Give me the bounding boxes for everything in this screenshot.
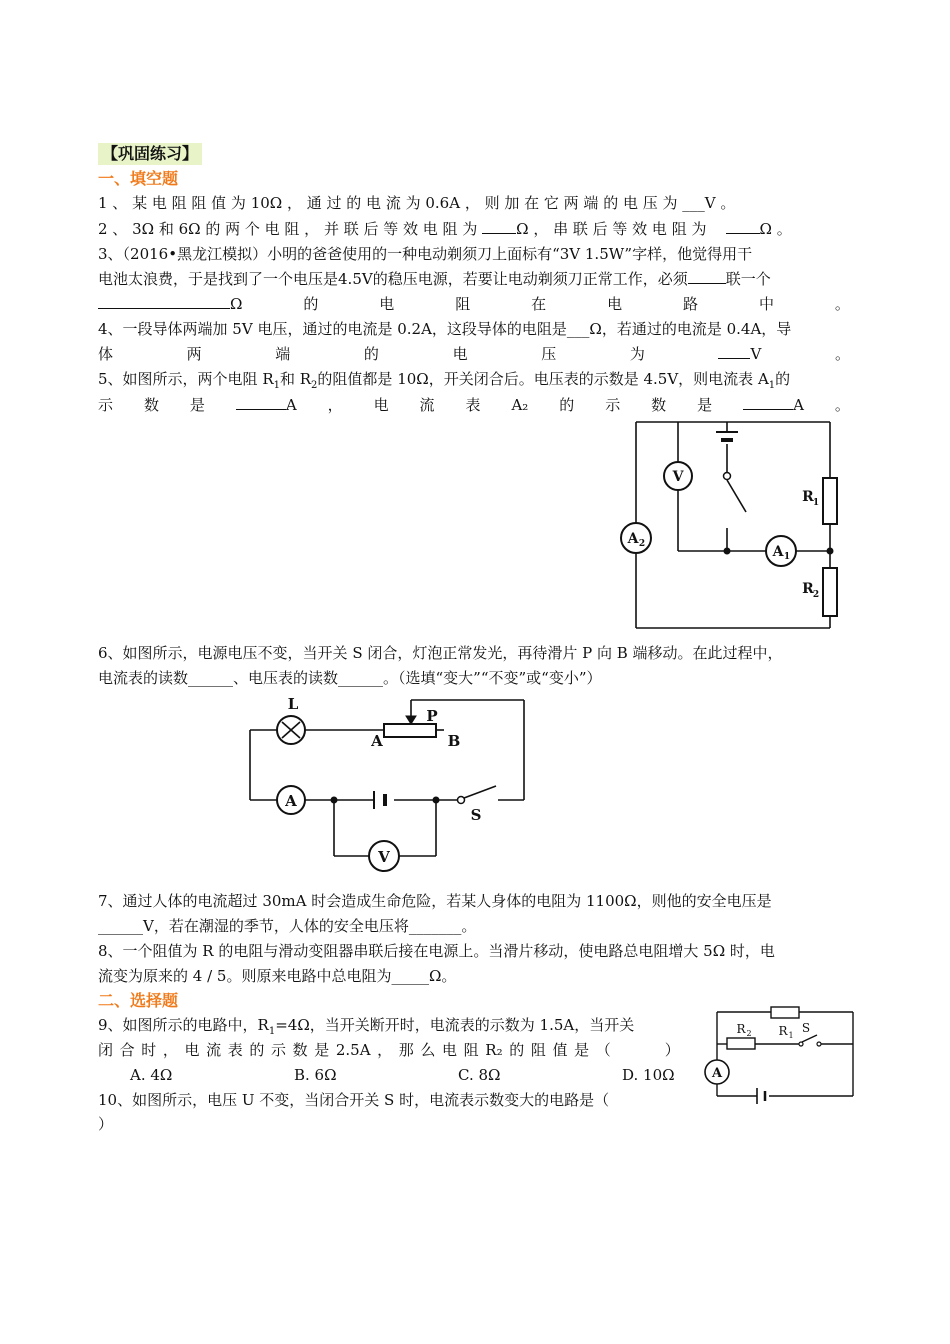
q5-text: 的 bbox=[775, 370, 791, 388]
q9-word: 是 bbox=[574, 1041, 590, 1059]
q4-word: 压 bbox=[541, 345, 557, 363]
switch-label: S bbox=[801, 1021, 811, 1035]
question-8-line-2: 流变为原来的 4 / 5。则原来电路中总电阻为_____Ω。 bbox=[98, 967, 457, 985]
q5-word: ， bbox=[327, 396, 343, 414]
q9-word: 示 bbox=[271, 1041, 287, 1059]
q5-blank-group-1 bbox=[236, 395, 297, 415]
q5-word: 。 bbox=[834, 396, 850, 414]
q3-word: Ω bbox=[230, 295, 243, 313]
q5-word: A bbox=[285, 396, 297, 414]
q3-word: 电 bbox=[379, 295, 395, 313]
q9-word: 流 bbox=[206, 1041, 222, 1059]
q2-text: 2 、 3Ω 和 6Ω 的 两 个 电 阻 ， 并 联 后 等 效 电 阻 为 bbox=[98, 220, 483, 238]
question-3-line-2 bbox=[98, 269, 771, 289]
question-4-line-2 bbox=[98, 344, 850, 364]
q3-word: 在 bbox=[531, 295, 547, 313]
q4-word: 体 bbox=[98, 345, 114, 363]
q3-word: 。 bbox=[834, 295, 850, 313]
q5-word: 表 bbox=[465, 396, 481, 414]
q9-paren-group bbox=[596, 1040, 680, 1060]
resistor-r1-label: R bbox=[802, 489, 814, 505]
option-b[interactable]: B. 6Ω bbox=[294, 1066, 337, 1084]
q1-blank: ___ bbox=[682, 194, 705, 212]
question-9-line-1 bbox=[98, 1015, 634, 1042]
q9-word: 那 bbox=[398, 1041, 414, 1059]
q4-blank bbox=[718, 344, 750, 359]
q9-word: 是 bbox=[314, 1041, 330, 1059]
question-5-line-1 bbox=[98, 369, 790, 396]
q9-word: ， bbox=[162, 1041, 178, 1059]
q5-text: 和 R bbox=[279, 370, 312, 388]
voltmeter-label: V bbox=[672, 469, 684, 485]
resistor-r1-label: R bbox=[778, 1024, 788, 1038]
q5-word: 数 bbox=[651, 396, 667, 414]
q5-sub: 1 bbox=[273, 380, 280, 391]
q4-word: 为 bbox=[629, 345, 645, 363]
q5-blank-group-2 bbox=[743, 395, 804, 415]
q5-word: 是 bbox=[697, 396, 713, 414]
q9-word: 电 bbox=[442, 1041, 458, 1059]
circuit-diagram-q6 bbox=[246, 694, 546, 864]
q9-word: 闭 bbox=[98, 1041, 114, 1059]
q4-word: V bbox=[750, 345, 762, 363]
q3-text: 电池太浪费，于是找到了一个电压是4.5V的稳压电源，若要让电动剃须刀正常工作，必须 bbox=[98, 270, 688, 288]
section-fill-blank-title: 一、填空题 bbox=[98, 169, 179, 188]
resistor-r1-sub: 1 bbox=[788, 1031, 794, 1040]
question-6-line-2: 电流表的读数______、电压表的读数______。（选填“变大”“不变”或“变小”） bbox=[98, 669, 602, 687]
q5-blank-1 bbox=[236, 395, 286, 410]
voltmeter-label: V bbox=[378, 848, 390, 866]
q9-word: ） bbox=[664, 1041, 680, 1059]
question-2 bbox=[98, 219, 792, 239]
q5-word: A₂ bbox=[511, 396, 529, 414]
question-3-line-3 bbox=[98, 294, 850, 314]
ammeter-label: A bbox=[285, 792, 297, 810]
q4-word: 的 bbox=[363, 345, 379, 363]
q4-word: 端 bbox=[275, 345, 291, 363]
q5-sub: 1 bbox=[768, 380, 776, 391]
q4-word: 。 bbox=[834, 345, 850, 363]
q9-word: ， bbox=[377, 1041, 393, 1059]
q9-word: R₂ bbox=[485, 1041, 503, 1059]
q4-blank-group bbox=[718, 344, 761, 364]
question-10-line-2: ） bbox=[98, 1115, 114, 1133]
ammeter-a2-label: A bbox=[627, 531, 639, 547]
q5-word: 电 bbox=[373, 396, 389, 414]
q5-text: 的阻值都是 10Ω，开关闭合后。电压表的示数是 4.5V，则电流表 A bbox=[317, 370, 769, 388]
q9-word: （ bbox=[595, 1041, 611, 1059]
q9-sub: 1 bbox=[268, 1026, 276, 1037]
q2-blank-1 bbox=[482, 219, 516, 234]
lamp-label: L bbox=[287, 695, 299, 713]
question-8-line-1: 8、一个阻值为 R 的电阻与滑动变阻器串联后接在电源上。当滑片移动，使电路总电阻增大 5Ω 时，电 bbox=[98, 942, 775, 960]
q5-sub: 2 bbox=[311, 380, 318, 391]
resistor-r2-label: R bbox=[802, 581, 814, 597]
section-choice-title: 二、选择题 bbox=[98, 991, 179, 1010]
q3-word: 阻 bbox=[455, 295, 471, 313]
question-6-line-1: 6、如图所示，电源电压不变，当开关 S 闭合，灯泡正常发光，再待滑片 P 向 B 端移动。在此过程中， bbox=[98, 644, 783, 662]
q1-unit: V 。 bbox=[704, 194, 736, 212]
ammeter-a1-sub: 1 bbox=[783, 552, 791, 562]
q2-text-3: Ω 。 bbox=[759, 220, 792, 238]
resistor-r2-sub: 2 bbox=[812, 590, 820, 600]
resistor-r1-sub: 1 bbox=[812, 498, 820, 508]
circuit-diagram-q9 bbox=[703, 1004, 853, 1100]
q9-word: 值 bbox=[552, 1041, 568, 1059]
q5-word: 的 bbox=[559, 396, 575, 414]
q5-word: 示 bbox=[98, 396, 114, 414]
circuit-diagram-q5 bbox=[627, 418, 846, 630]
q9-word: 么 bbox=[420, 1041, 436, 1059]
question-1 bbox=[98, 193, 735, 213]
q3-blank-group bbox=[98, 294, 242, 314]
q5-blank-2 bbox=[743, 395, 793, 410]
q3-word: 中 bbox=[758, 295, 774, 313]
q2-blank-2 bbox=[726, 219, 760, 234]
q5-word: 数 bbox=[143, 396, 159, 414]
q1-text: 1 、 某 电 阻 阻 值 为 10Ω ， 通 过 的 电 流 为 0.6A ， 则 加 在 它 两 端 的 电 压 为 bbox=[98, 194, 683, 212]
q5-word: 是 bbox=[189, 396, 205, 414]
q3-word: 电 bbox=[607, 295, 623, 313]
resistor-r2-label: R bbox=[736, 1022, 746, 1036]
ammeter-a2-sub: 2 bbox=[638, 539, 646, 549]
q3-word: 路 bbox=[683, 295, 699, 313]
q5-word: A bbox=[793, 396, 804, 414]
option-a[interactable]: A. 4Ω bbox=[130, 1066, 173, 1084]
q4-word: 电 bbox=[452, 345, 468, 363]
question-7-line-1: 7、通过人体的电流超过 30mA 时会造成生命危险，若某人身体的电阻为 1100Ω，则他的安全电压是 bbox=[98, 892, 772, 910]
ammeter-a1-label: A bbox=[772, 544, 784, 560]
ammeter-label: A bbox=[711, 1066, 723, 1081]
option-d[interactable]: D. 10Ω bbox=[622, 1066, 675, 1084]
q3-blank-2 bbox=[98, 294, 230, 309]
q3-blank-1 bbox=[688, 269, 726, 284]
rheostat-end-a-label: A bbox=[371, 732, 383, 750]
q5-word: 示 bbox=[605, 396, 621, 414]
question-9-line-2 bbox=[98, 1040, 680, 1060]
q5-word: 流 bbox=[419, 396, 435, 414]
q9-word: 的 bbox=[509, 1041, 525, 1059]
question-7-line-2: ______V，若在潮湿的季节，人体的安全电压将_______。 bbox=[98, 917, 477, 935]
rheostat-end-b-label: B bbox=[447, 732, 461, 750]
q9-word: 的 bbox=[249, 1041, 265, 1059]
q9-word: 数 bbox=[292, 1041, 308, 1059]
q9-text: =4Ω，当开关断开时，电流表的示数为 1.5A，当开关 bbox=[275, 1016, 635, 1034]
slider-label: P bbox=[426, 707, 438, 725]
q9-text: 9、如图所示的电路中，R bbox=[98, 1016, 269, 1034]
option-c[interactable]: C. 8Ω bbox=[458, 1066, 501, 1084]
question-4-line-1: 4、一段导体两端加 5V 电压，通过的电流是 0.2A，这段导体的电阻是___Ω，若通过的电流是 0.4A，导 bbox=[98, 320, 792, 338]
q3-text-2: 联一个 bbox=[725, 270, 771, 288]
question-10-line-1: 10、如图所示，电压 U 不变，当闭合开关 S 时，电流表示数变大的电路是（ bbox=[98, 1091, 610, 1109]
question-5-line-2 bbox=[98, 395, 850, 415]
q9-word: 表 bbox=[227, 1041, 243, 1059]
q2-text-2: Ω ， 串 联 后 等 效 电 阻 为 bbox=[516, 220, 712, 238]
resistor-r2-sub: 2 bbox=[746, 1029, 752, 1038]
q5-text: 5、如图所示，两个电阻 R bbox=[98, 370, 274, 388]
q9-word: 合 bbox=[119, 1041, 135, 1059]
switch-label: S bbox=[470, 806, 482, 824]
q9-word: 电 bbox=[184, 1041, 200, 1059]
header-label: 【巩固练习】 bbox=[98, 143, 202, 165]
q9-word: 时 bbox=[141, 1041, 157, 1059]
q9-word: 2.5A bbox=[335, 1041, 371, 1059]
q3-word: 的 bbox=[303, 295, 319, 313]
q9-word: 阻 bbox=[463, 1041, 479, 1059]
q9-word: 阻 bbox=[530, 1041, 546, 1059]
q4-word: 两 bbox=[186, 345, 202, 363]
question-3-line-1: 3、（2016•黑龙江模拟）小明的爸爸使用的一种电动剃须刀上面标有“3V 1.5W”字样，他觉得用干 bbox=[98, 245, 753, 263]
